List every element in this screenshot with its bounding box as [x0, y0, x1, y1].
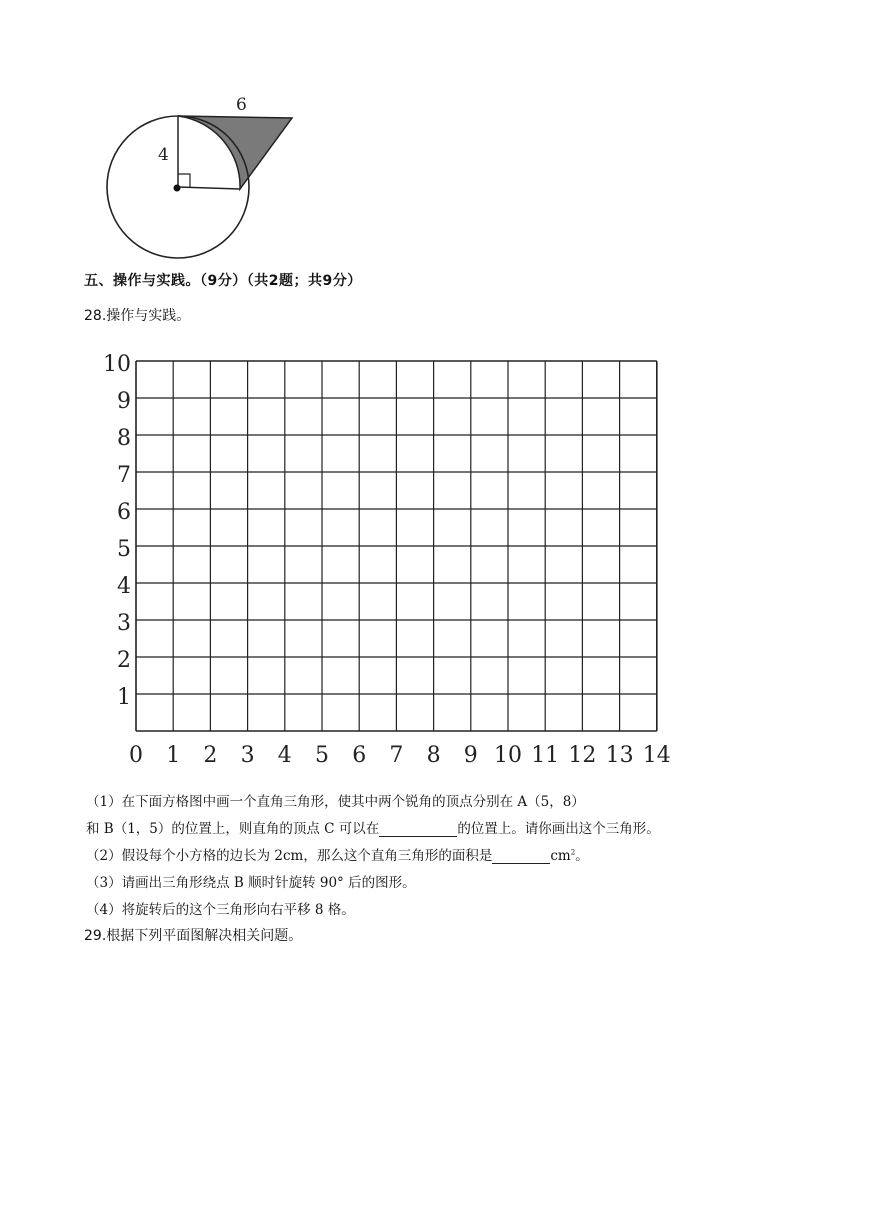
circle-figure — [100, 90, 310, 260]
label-four: 4 — [158, 145, 169, 165]
x-tick-label: 5 — [315, 743, 329, 768]
x-tick-label: 12 — [568, 743, 597, 768]
right-angle-mark — [178, 174, 190, 187]
x-tick-label: 13 — [605, 743, 634, 768]
x-tick-label: 6 — [352, 743, 367, 768]
x-tick-label: 8 — [426, 743, 441, 768]
question-28-title: 28.操作与实践。 — [84, 308, 191, 324]
y-tick-label: 3 — [117, 611, 131, 636]
x-tick-label: 7 — [389, 743, 404, 768]
grid-figure — [92, 345, 682, 775]
question-29-title: 29.根据下列平面图解决相关问题。 — [84, 928, 303, 944]
y-tick-label: 4 — [117, 574, 131, 599]
x-tick-label: 3 — [240, 743, 255, 768]
answer-blank-c[interactable] — [379, 822, 457, 837]
x-tick-label: 14 — [642, 743, 671, 768]
part2-end: 。 — [575, 848, 589, 864]
x-tick-label: 9 — [463, 743, 478, 768]
part2-unit: cm — [550, 848, 571, 864]
x-tick-label: 10 — [494, 743, 522, 768]
y-tick-label: 1 — [117, 685, 131, 710]
part1-line2-start: 和 B（1，5）的位置上，则直角的顶点 C 可以在 — [86, 821, 380, 837]
part4-line: （4）将旋转后的这个三角形向右平移 8 格。 — [86, 902, 355, 918]
y-tick-label: 10 — [103, 352, 131, 377]
shaded-region — [178, 116, 292, 189]
x-tick-label: 1 — [166, 743, 181, 768]
y-tick-label: 7 — [117, 463, 131, 488]
part1-line2-end: 的位置上。请你画出这个三角形。 — [457, 821, 660, 837]
y-tick-label: 5 — [117, 537, 131, 562]
part2-line — [86, 844, 589, 864]
y-tick-label: 2 — [117, 648, 131, 673]
part2-text: （2）假设每个小方格的边长为 2cm，那么这个直角三角形的面积是 — [86, 848, 493, 864]
part3-line: （3）请画出三角形绕点 B 顺时针旋转 90° 后的图形。 — [86, 875, 416, 891]
label-six: 6 — [236, 95, 247, 115]
section-heading: 五、操作与实践。（9分）（共2题；共9分） — [84, 273, 362, 289]
coordinate-grid — [92, 345, 682, 775]
y-tick-label: 9 — [117, 389, 131, 414]
y-tick-label: 8 — [117, 426, 131, 451]
radius-horizontal — [178, 187, 240, 189]
y-tick-label: 6 — [117, 500, 131, 525]
part1-line1: （1）在下面方格图中画一个直角三角形，使其中两个锐角的顶点分别在 A（5，8） — [86, 794, 585, 810]
x-tick-label: 2 — [203, 743, 218, 768]
center-point — [174, 185, 181, 192]
x-tick-label: 4 — [277, 743, 292, 768]
answer-blank-area[interactable] — [492, 849, 550, 864]
x-tick-label: 0 — [129, 743, 143, 768]
part2-unit-sup: 2 — [570, 848, 576, 857]
part1-line2 — [86, 817, 660, 837]
circle-diagram — [100, 90, 310, 260]
x-tick-label: 11 — [531, 743, 560, 768]
